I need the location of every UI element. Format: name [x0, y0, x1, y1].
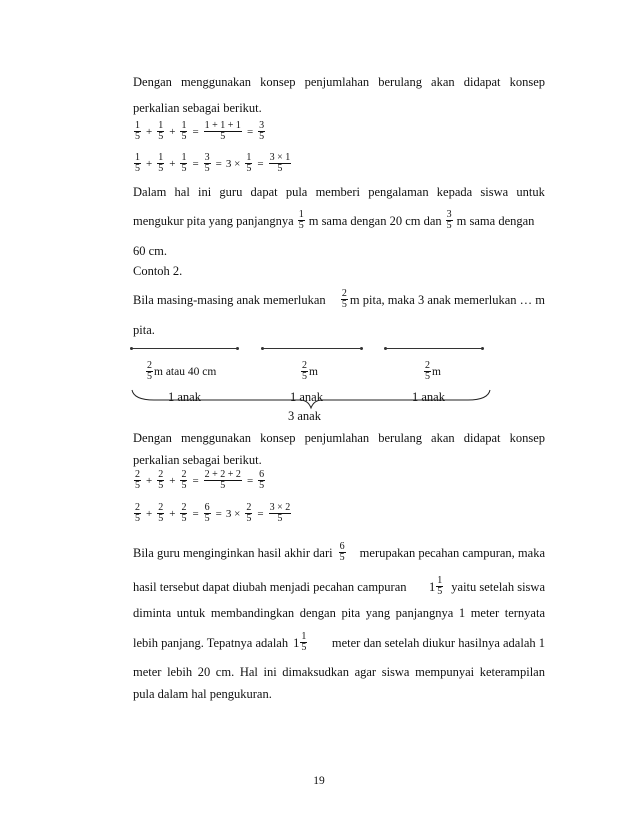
text-segment: yaitu setelah siswa — [451, 579, 545, 594]
word: pula — [285, 185, 308, 199]
word: dengan — [299, 606, 336, 620]
text-segment: Bila masing-masing anak memerlukan — [133, 292, 326, 307]
curly-brace — [130, 388, 492, 410]
equals-sign: = — [192, 125, 199, 138]
paragraph-3-line-1 — [133, 289, 545, 310]
plus-sign: + — [146, 125, 153, 138]
word: didapat — [463, 75, 501, 89]
fraction: $\frac{1}{5}$ — [158, 152, 164, 174]
word: Dalam — [133, 185, 167, 199]
plus-sign: + — [169, 474, 176, 487]
plus-sign: + — [169, 157, 176, 170]
text-segment: m sama dengan — [456, 213, 535, 228]
plus-sign: + — [146, 157, 153, 170]
fraction: 1 5 — [298, 209, 304, 231]
total-label: 3 anak — [288, 409, 321, 423]
equals-sign: = — [246, 474, 254, 487]
paragraph-1-line-2: perkalian sebagai berikut. — [133, 101, 262, 115]
equals-sign: = — [246, 125, 254, 138]
word: berulang — [378, 431, 422, 445]
text-segment: m sama dengan 20 cm dan — [308, 213, 442, 228]
mixed-number-whole: 1 — [293, 635, 300, 650]
word: ini — [198, 185, 212, 199]
fraction: $\frac{3}{5}$ — [204, 152, 210, 174]
paragraph-5-line-3 — [133, 606, 545, 620]
word: diminta — [133, 606, 172, 620]
fraction: $\frac{3}{5}$ — [259, 120, 265, 142]
text-segment: m atau 40 cm — [154, 365, 217, 378]
paragraph-5-line-6: pula dalam hal pengukuran. — [133, 687, 272, 701]
word: konsep — [260, 431, 296, 445]
mixed-number-whole: 1 — [429, 579, 436, 594]
word: 20 — [197, 665, 211, 679]
fraction: $\frac{1}{5}$ — [181, 152, 187, 174]
paragraph-5-line-1 — [133, 542, 545, 563]
text-segment: mengukur pita yang panjangnya — [133, 213, 294, 228]
fraction: $\frac{2}{5}$ — [181, 469, 187, 491]
text-segment: meter dan setelah diukur hasilnya adalah 1 — [331, 635, 545, 650]
fraction: 1 5 — [301, 631, 307, 653]
word: akan — [431, 75, 455, 89]
fraction: 2 5 — [135, 502, 140, 524]
word: yang — [365, 606, 391, 620]
word: Dengan — [133, 75, 172, 89]
fraction: $\frac{2}{5}$ — [181, 502, 187, 524]
fraction: 1 5 — [135, 152, 140, 174]
fraction: 2 5 — [135, 469, 140, 491]
word: dapat — [250, 185, 278, 199]
word: pengalaman — [368, 185, 429, 199]
word: siswa — [480, 185, 509, 199]
example-heading: Contoh 2. — [133, 264, 183, 278]
equals-sign: = — [257, 157, 264, 170]
paragraph-2-line-1 — [133, 185, 545, 199]
fraction: $\frac{1}{5}$ — [246, 152, 252, 174]
word: akan — [431, 431, 455, 445]
paragraph-2-line-3: 60 cm. — [133, 244, 168, 258]
segment-label-2 — [300, 361, 318, 382]
word: menggunakan — [180, 75, 252, 89]
child-label-3: 1 anak — [412, 390, 445, 404]
segment-label-1 — [145, 361, 216, 382]
word: pita — [341, 606, 361, 620]
equation-1 — [133, 121, 266, 142]
text-segment: Bila guru menginginkan hasil akhir dari — [133, 545, 333, 560]
text-segment: merupakan pecahan campuran, maka — [359, 545, 545, 560]
equals-sign: = — [257, 507, 264, 520]
word: konsep — [509, 431, 545, 445]
fraction: 2 5 — [147, 360, 152, 382]
child-label-2: 1 anak — [290, 390, 323, 404]
text-segment: m — [432, 365, 441, 378]
text-segment: m pita, maka 3 anak memerlukan … m — [349, 292, 545, 307]
fraction: $\frac{1 + 1 + 1}{5}$ — [204, 120, 241, 142]
plus-sign: + — [146, 507, 153, 520]
word: konsep — [509, 75, 545, 89]
fraction: $\frac{6}{5}$ — [204, 502, 210, 524]
paragraph-2-line-2 — [133, 210, 534, 231]
word: untuk — [516, 185, 545, 199]
text-segment: m — [309, 365, 318, 378]
word: 1 — [458, 606, 466, 620]
paragraph-4-line-2: perkalian sebagai berikut. — [133, 453, 262, 467]
word: Hal — [239, 665, 258, 679]
equals-sign: = — [192, 507, 199, 520]
equals-sign: = — [192, 157, 199, 170]
paragraph-5-line-4 — [133, 632, 545, 653]
word: didapat — [463, 431, 501, 445]
equation-4 — [133, 503, 292, 524]
word: siswa — [381, 665, 410, 679]
word: meter — [133, 665, 162, 679]
word: hal — [174, 185, 190, 199]
fraction: $\frac{2}{5}$ — [158, 502, 164, 524]
fraction: $\frac{3 \times 2}{5}$ — [269, 502, 291, 524]
fraction: 1 5 — [135, 120, 140, 142]
fraction: $\frac{2}{5}$ — [158, 469, 164, 491]
fraction: $\frac{6}{5}$ — [259, 469, 265, 491]
ribbon-segment-2 — [262, 348, 362, 349]
word: menggunakan — [180, 431, 252, 445]
times-expression: 3 × — [225, 507, 241, 520]
word: memberi — [315, 185, 360, 199]
word: Dengan — [133, 431, 172, 445]
word: panjangnya — [395, 606, 454, 620]
fraction: $\frac{2}{5}$ — [246, 502, 252, 524]
fraction: $\frac{1}{5}$ — [181, 120, 187, 142]
paragraph-1-line-1 — [133, 75, 545, 89]
fraction: 3 5 — [446, 209, 452, 231]
paragraph-5-line-5 — [133, 665, 545, 679]
word: berulang — [378, 75, 422, 89]
ribbon-segment-1 — [131, 348, 238, 349]
word: guru — [219, 185, 243, 199]
plus-sign: + — [169, 507, 176, 520]
equals-sign: = — [215, 507, 222, 520]
fraction: 6 5 — [339, 541, 345, 563]
fraction: 1 5 — [437, 575, 443, 597]
word: konsep — [260, 75, 296, 89]
fraction: 2 5 — [425, 360, 430, 382]
word: ternyata — [504, 606, 545, 620]
word: cm. — [215, 665, 235, 679]
word: mempunyai — [415, 665, 475, 679]
fraction: $\frac{2 + 2 + 2}{5}$ — [204, 469, 241, 491]
text-segment: hasil tersebut dapat diubah menjadi pecahan campuran — [133, 579, 407, 594]
equals-sign: = — [215, 157, 222, 170]
word: ini — [263, 665, 277, 679]
word: dimaksudkan — [282, 665, 349, 679]
plus-sign: + — [146, 474, 153, 487]
word: meter — [470, 606, 500, 620]
text-segment: lebih panjang. Tepatnya adalah — [133, 635, 289, 650]
child-label-1: 1 anak — [168, 390, 201, 404]
page-number: 19 — [313, 775, 325, 787]
word: kepada — [436, 185, 473, 199]
word: untuk — [176, 606, 206, 620]
fraction: $\frac{1}{5}$ — [158, 120, 164, 142]
plus-sign: + — [169, 125, 176, 138]
equation-3 — [133, 470, 266, 491]
paragraph-4-line-1 — [133, 431, 545, 445]
fraction: 2 5 — [302, 360, 307, 382]
word: lebih — [167, 665, 193, 679]
segment-label-3 — [423, 361, 441, 382]
word: keterampilan — [479, 665, 545, 679]
equals-sign: = — [192, 474, 199, 487]
times-expression: 3 × — [225, 157, 241, 170]
word: agar — [354, 665, 377, 679]
paragraph-5-line-2 — [133, 576, 545, 597]
fraction: $\frac{3 \times 1}{5}$ — [269, 152, 291, 174]
word: membandingkan — [210, 606, 295, 620]
fraction: 2 5 — [341, 288, 347, 310]
ribbon-segment-3 — [385, 348, 483, 349]
equation-2 — [133, 153, 292, 174]
word: penjumlahan — [304, 75, 370, 89]
word: penjumlahan — [304, 431, 370, 445]
paragraph-3-line-2: pita. — [133, 323, 155, 337]
